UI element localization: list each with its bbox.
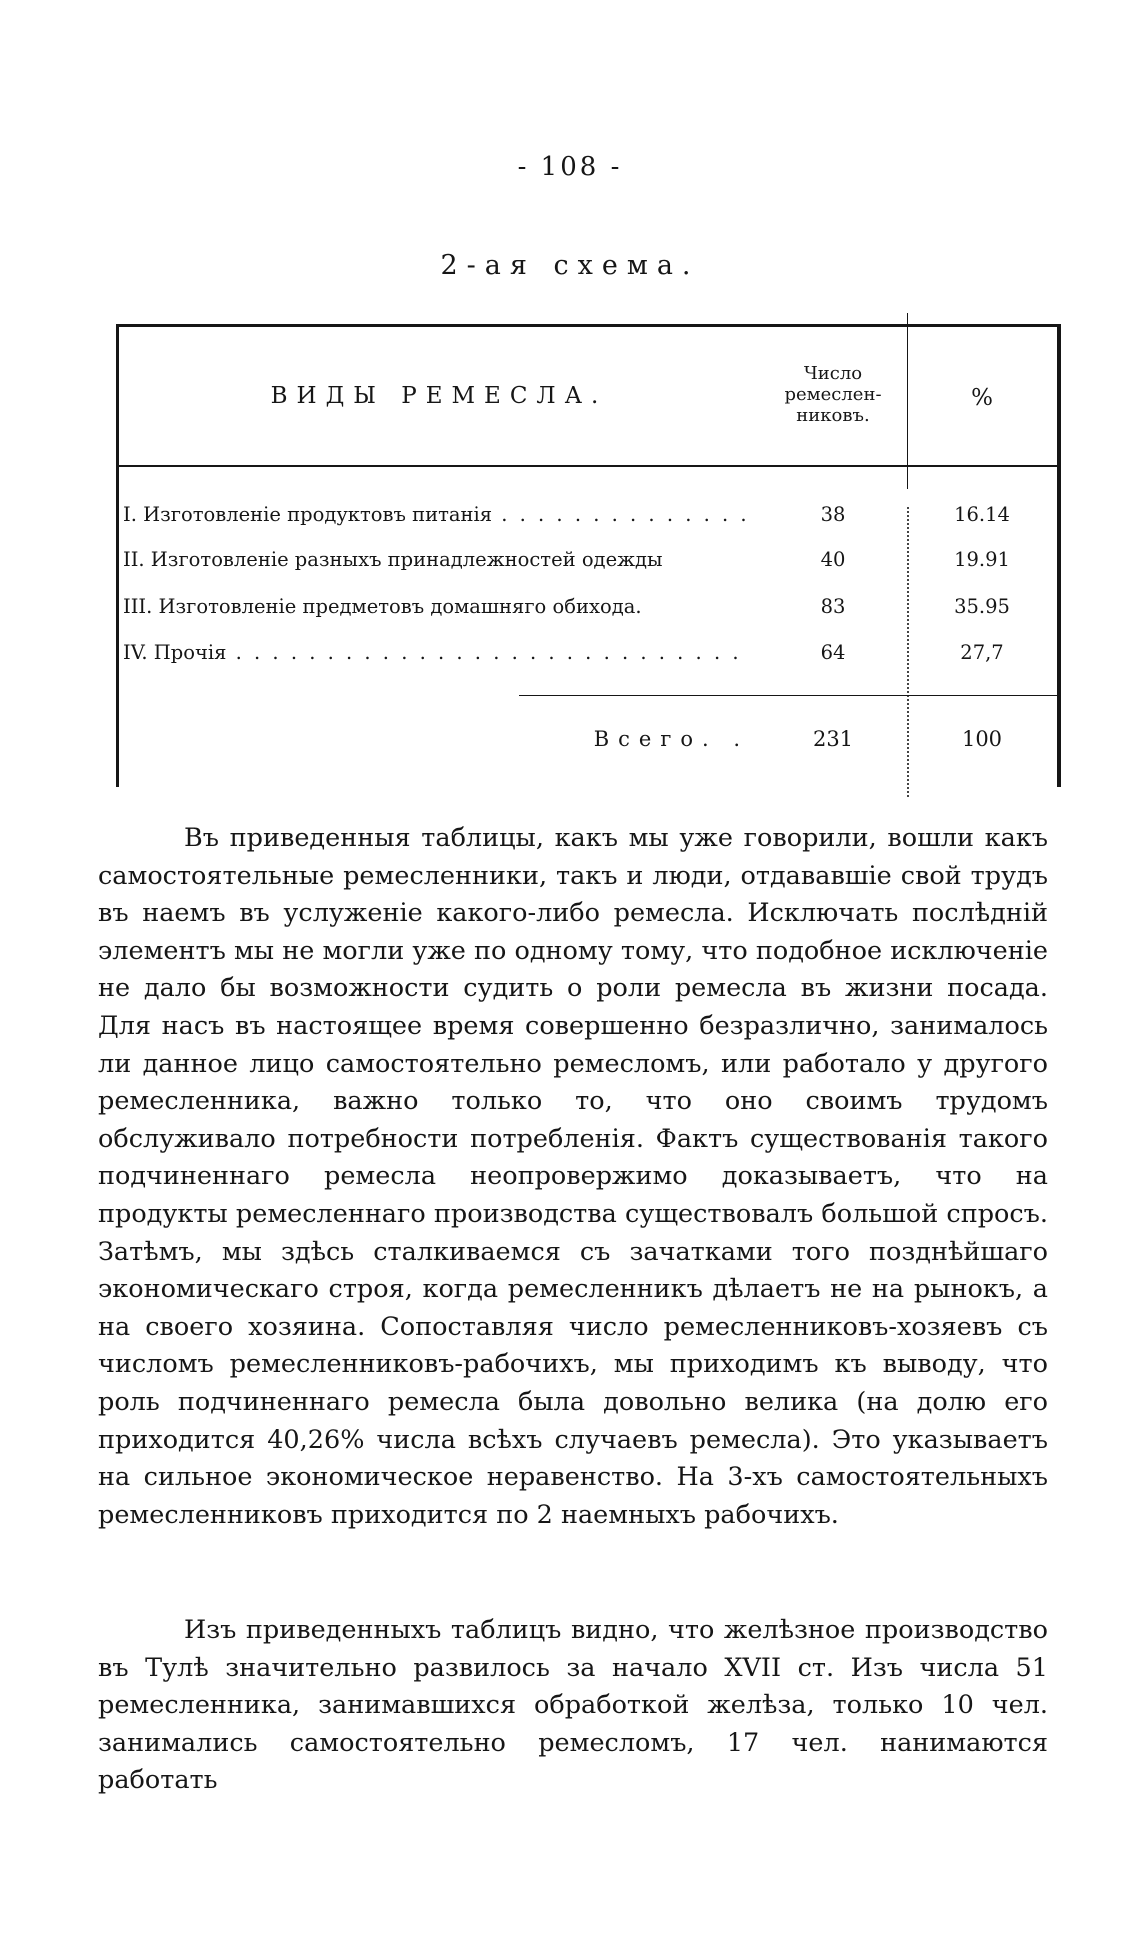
total-percent: 100 [961,727,1003,751]
row-percent: 16.14 [954,503,1010,526]
scheme-title: 2-ая схема. [440,250,700,281]
row-count: 83 [820,595,846,618]
row-percent: 35.95 [954,595,1010,618]
page-number: - 108 - [517,152,623,182]
crafts-table [116,324,1061,787]
body-paragraph [98,820,1048,1534]
row-percent: 19.91 [954,548,1010,571]
header-count: Число ремеслен-никовъ. [784,363,882,426]
table-row [119,589,1057,629]
body-paragraph [98,1612,1048,1800]
table-row [119,497,1057,537]
header-percent: % [971,385,993,411]
row-label: II. Изготовленіе разныхъ принадлежностей одежды [123,548,663,571]
row-count: 64 [820,641,846,664]
row-count: 38 [820,503,846,526]
row-count: 40 [820,548,846,571]
row-percent: 27,7 [960,641,1004,664]
total-label: Всего. . [593,727,749,751]
row-label: IV. Прочія . . . [123,641,751,664]
paragraph-text: Въ приведенныя таблицы, какъ мы уже говорили, вошли какъ самостоятельные ремесленники, такъ и люди, отдававшіе свой трудъ въ наемъ въ услуженіе какого-либо ремесла. Исключать послѣдній элементъ мы не могли уже по одному тому, что подобное исключеніе не дало бы возможности судить о роли ремесла въ жизни посада. Для насъ въ настоящее время совершенно безразлично, занималось ли данное лицо самостоятельно ремесломъ, или работало у другого ремесленника, важно только то, что оно своимъ трудомъ обслуживало потребности потребленія. Фактъ существованія такого подчиненнаго ремесла неопровержимо доказываетъ, что на продукты ремесленнаго производства существовалъ большой спросъ. Затѣмъ, мы здѣсь сталкиваемся съ зачатками того позднѣйшаго экономическаго строя, когда ремесленникъ дѣлаетъ не на рынокъ, а на своего хозяина. Сопоставляя число ремесленниковъ-хозяевъ съ числомъ ремесленниковъ-рабочихъ, мы приходимъ къ выводу, что роль подчиненнаго ремесла была довольно велика (на долю его приходится 40,26% числа всѣхъ случаевъ ремесла). Это указываетъ на сильное экономическое неравенство. На 3-хъ самостоятельныхъ ремесленниковъ приходится по 2 наемныхъ рабочихъ. [98,823,1048,1530]
total-count: 231 [812,727,854,751]
row-label: III. Изготовленіе предметовъ домашняго обихода. [123,595,642,618]
paragraph-text: Изъ приведенныхъ таблицъ видно, что желѣзное производство въ Тулѣ значительно развилось за начало XVII ст. Изъ числа 51 ремесленника, занимавшихся обработкой желѣза, только 10 чел. занимались самостоятельно ремесломъ, 17 чел. нанимаются работать [98,1615,1048,1796]
total-rule [519,695,1057,696]
header-rule [119,465,1057,467]
table-row [119,542,1057,582]
row-label: I. Изготовленіе продуктовъ питанія . . . [123,503,751,526]
header-kinds: ВИДЫ РЕМЕСЛА. [270,383,608,409]
table-row [119,635,1057,675]
